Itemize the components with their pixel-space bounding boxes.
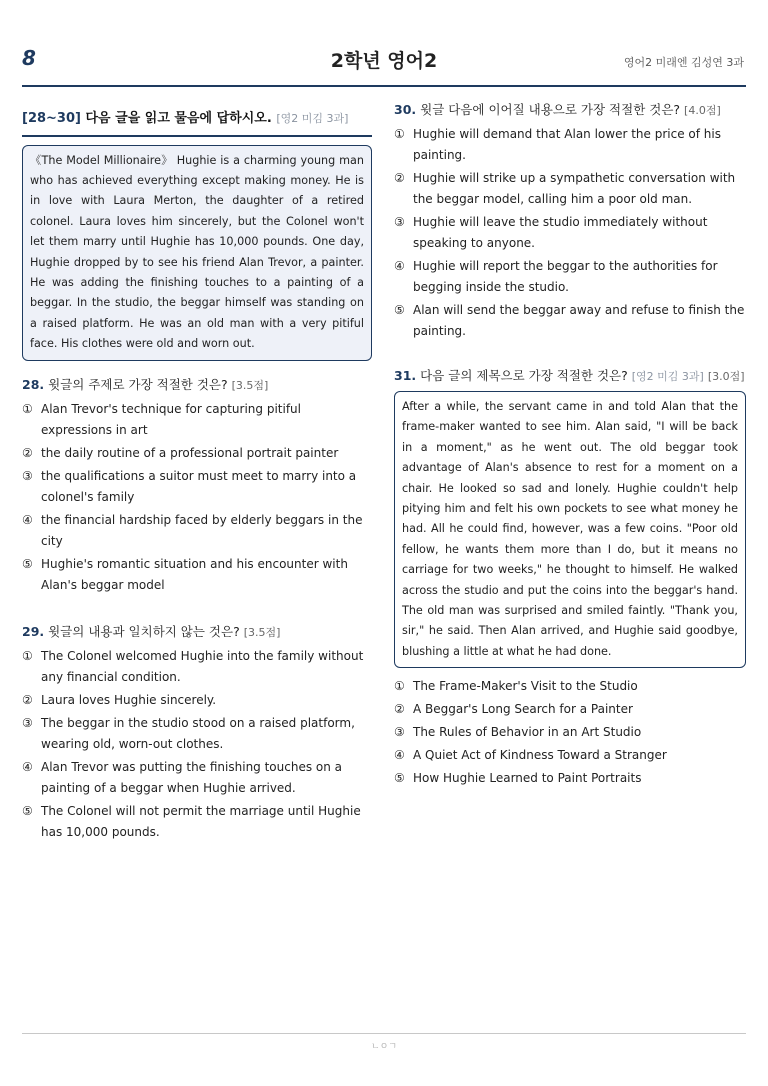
right-column xyxy=(394,100,746,791)
question-stem xyxy=(394,100,746,118)
question-number: 30. xyxy=(394,102,417,117)
option-text: The Rules of Behavior in an Art Studio xyxy=(413,725,642,740)
question-text: 윗글의 주제로 가장 적절한 것은? xyxy=(48,376,228,392)
option-marker: ④ xyxy=(394,748,405,763)
section-tag: [영2 미김 3과] xyxy=(276,112,349,125)
option-marker: ④ xyxy=(22,512,33,527)
option-text: The Colonel welcomed Hughie into the family without any financial condition. xyxy=(41,648,364,684)
option-marker: ② xyxy=(394,702,405,717)
option-text: Hughie will leave the studio immediately without speaking to anyone. xyxy=(413,215,708,250)
answer-option[interactable] xyxy=(394,768,746,789)
answer-option[interactable] xyxy=(22,554,372,596)
answer-option[interactable] xyxy=(394,300,746,342)
option-marker: ③ xyxy=(394,215,405,229)
option-text: Laura loves Hughie sincerely. xyxy=(41,692,217,707)
option-marker: ③ xyxy=(22,468,33,483)
answer-option[interactable] xyxy=(22,713,372,755)
option-marker: ① xyxy=(394,679,405,694)
option-marker: ③ xyxy=(394,725,405,740)
answer-option[interactable] xyxy=(394,745,746,766)
answer-option[interactable] xyxy=(22,443,372,464)
option-marker: ② xyxy=(22,445,33,460)
answer-option[interactable] xyxy=(394,212,746,254)
question-29 xyxy=(22,622,372,843)
section-divider xyxy=(22,135,372,137)
option-marker: ⑤ xyxy=(394,771,405,786)
option-marker: ② xyxy=(394,171,405,185)
option-marker: ① xyxy=(22,401,33,416)
option-text: Alan Trevor was putting the finishing touches on a painting of a beggar when Hughie arrived. xyxy=(41,759,343,795)
question-stem xyxy=(22,375,372,393)
option-marker: ④ xyxy=(394,259,405,273)
option-marker: ④ xyxy=(22,759,33,774)
option-marker: ① xyxy=(22,648,33,663)
page-number: 8 xyxy=(22,46,36,70)
option-text: Hughie will report the beggar to the authorities for begging inside the studio. xyxy=(413,259,718,294)
answer-options xyxy=(22,646,372,843)
option-marker: ⑤ xyxy=(22,803,33,818)
reading-passage: After a while, the servant came in and told Alan that the frame-maker wanted to see him. Alan said, "I will be back in a moment," as he went out. The old beggar took advantage of Alan's absence to rest for a moment on a chair. He looked so sad and lonely. Hughie couldn't help pitying him and felt his own pockets to see what money he had. All he could find, however, was a few coins. "Poor old fellow, he wants them more than I do, but it means no carriage for two weeks," he thought to himself. He walked across the studio and put the coins into the beggar's hand. The old man was surprised and smiled faintly. "Thank you, sir," he said. Then Alan arrived, and Hughie said goodbye, blushing a little at what he had done. xyxy=(394,391,746,668)
answer-option[interactable] xyxy=(22,801,372,843)
page-title: 2학년 영어2 xyxy=(330,50,438,72)
answer-option[interactable] xyxy=(22,399,372,441)
answer-option[interactable] xyxy=(22,690,372,711)
answer-option[interactable] xyxy=(22,757,372,799)
option-text: the financial hardship faced by elderly beggars in the city xyxy=(41,512,363,548)
option-text: The Colonel will not permit the marriage until Hughie has 10,000 pounds. xyxy=(41,803,361,839)
question-number: 29. xyxy=(22,623,45,639)
option-text: The Frame-Maker's Visit to the Studio xyxy=(413,679,638,694)
question-28 xyxy=(22,375,372,596)
answer-options xyxy=(394,124,746,342)
answer-option[interactable] xyxy=(394,124,746,166)
page-subtitle: 영어2 미래엔 김성연 3과 xyxy=(623,56,744,69)
question-31 xyxy=(394,366,746,789)
answer-options xyxy=(22,399,372,596)
question-text: 다음 글의 제목으로 가장 적절한 것은? xyxy=(420,368,628,383)
option-text: A Quiet Act of Kindness Toward a Stranger xyxy=(413,748,667,763)
answer-option[interactable] xyxy=(394,699,746,720)
question-30 xyxy=(394,100,746,342)
reading-passage: 《The Model Millionaire》 Hughie is a charming young man who has achieved everything except making money. He is in love with Laura Merton, the daughter of a retired colonel. Laura loves him sincerely, but the Colonel won't let them marry until Hughie has 10,000 pounds. One day, Hughie dropped by to see his friend Alan Trevor, a painter. He was adding the finishing touches to a painting of a beggar. In the studio, the beggar himself was standing on a raised platform. He was an old man with a very pitiful face. His clothes were old and worn out. xyxy=(22,145,372,361)
question-text: 윗글의 내용과 일치하지 않는 것은? xyxy=(48,623,240,639)
question-stem xyxy=(22,622,372,640)
header-divider xyxy=(22,85,746,87)
answer-option[interactable] xyxy=(22,466,372,508)
answer-option[interactable] xyxy=(394,676,746,697)
question-tag: [영2 미김 3과] xyxy=(631,370,704,383)
footer-text: ㄴㅇㄱ xyxy=(370,1042,398,1052)
question-points: [3.0점] xyxy=(707,370,745,383)
option-text: Alan will send the beggar away and refuse to finish the painting. xyxy=(413,303,745,338)
option-text: Hughie's romantic situation and his encounter with Alan's beggar model xyxy=(41,556,348,592)
answer-options xyxy=(394,676,746,789)
answer-option[interactable] xyxy=(394,168,746,210)
option-marker: ⑤ xyxy=(22,556,33,571)
option-text: Alan Trevor's technique for capturing pitiful expressions in art xyxy=(41,401,301,437)
section-instruction: 다음 글을 읽고 물음에 답하시오. xyxy=(85,111,272,126)
answer-option[interactable] xyxy=(22,510,372,552)
option-marker: ⑤ xyxy=(394,303,405,317)
option-marker: ① xyxy=(394,127,405,141)
answer-option[interactable] xyxy=(394,722,746,743)
option-text: Hughie will strike up a sympathetic conversation with the beggar model, calling him a poor old man. xyxy=(413,171,736,206)
question-number: 31. xyxy=(394,368,417,383)
option-text: A Beggar's Long Search for a Painter xyxy=(413,702,633,717)
option-text: The beggar in the studio stood on a raised platform, wearing old, worn-out clothes. xyxy=(41,715,355,751)
answer-option[interactable] xyxy=(22,646,372,688)
question-points: [3.5점] xyxy=(243,625,281,639)
question-text: 윗글 다음에 이어질 내용으로 가장 적절한 것은? xyxy=(420,102,681,117)
question-points: [3.5점] xyxy=(231,378,269,392)
option-text: the qualifications a suitor must meet to marry into a colonel's family xyxy=(41,468,357,504)
left-column xyxy=(22,100,372,845)
question-stem xyxy=(394,366,746,384)
footer-divider xyxy=(22,1033,746,1034)
section-heading xyxy=(22,100,372,126)
option-marker: ③ xyxy=(22,715,33,730)
answer-option[interactable] xyxy=(394,256,746,298)
section-range: [28~30] xyxy=(22,111,81,126)
question-points: [4.0점] xyxy=(684,104,721,117)
option-text: the daily routine of a professional portrait painter xyxy=(41,445,339,460)
option-text: How Hughie Learned to Paint Portraits xyxy=(413,771,642,786)
option-marker: ② xyxy=(22,692,33,707)
option-text: Hughie will demand that Alan lower the price of his painting. xyxy=(413,127,721,162)
question-number: 28. xyxy=(22,376,45,392)
